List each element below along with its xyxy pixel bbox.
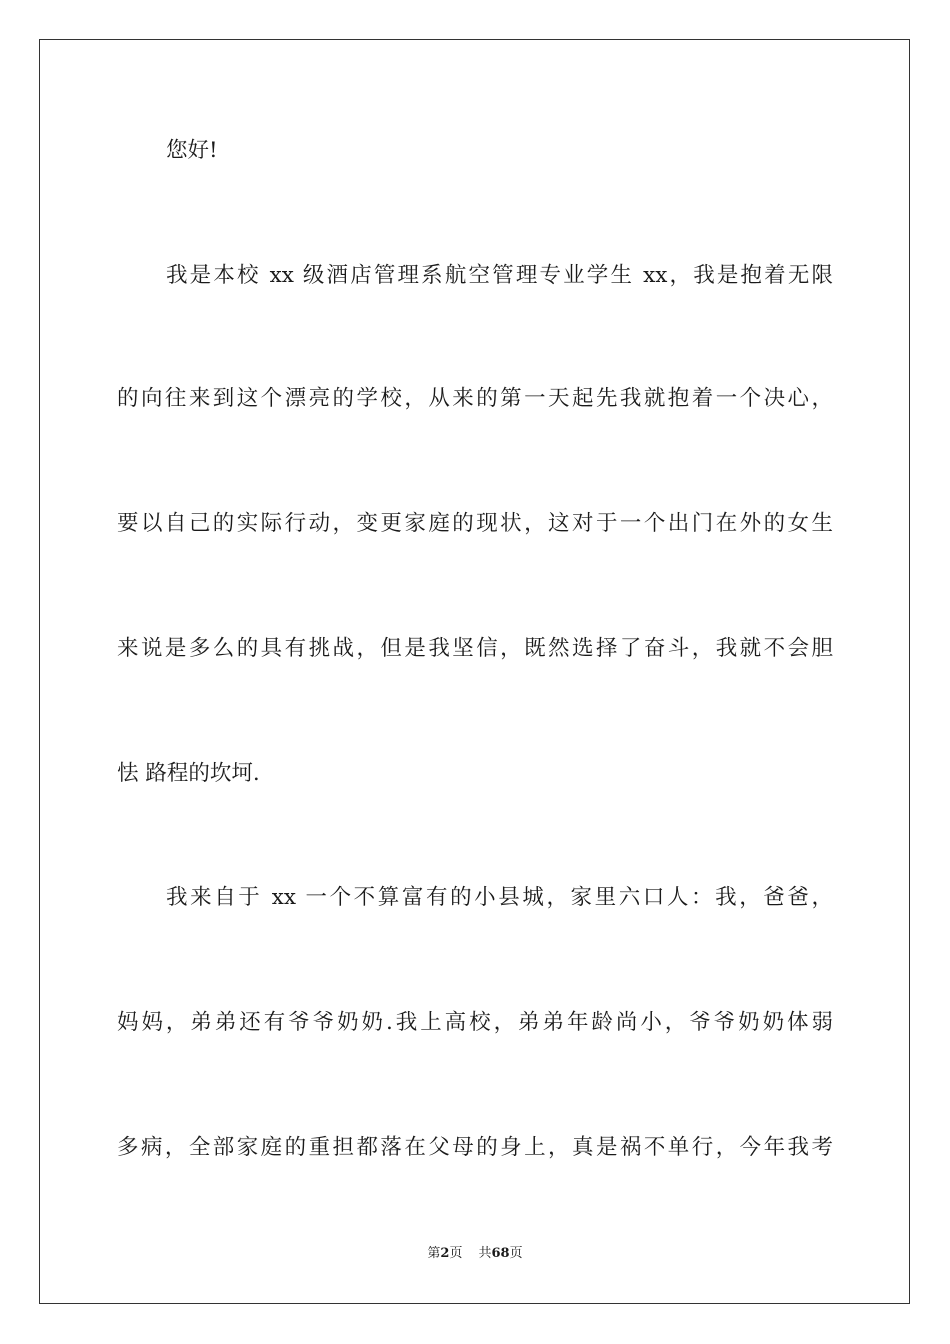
footer-page-number: 2	[440, 1246, 450, 1261]
paragraph-1-line-1: 我是本校 xx 级酒店管理系航空管理专业学生 xx，我是抱着无限	[166, 263, 833, 288]
footer-total-number: 68	[491, 1246, 510, 1261]
page-frame	[39, 39, 910, 1304]
paragraph-2-line-3: 多病，全部家庭的重担都落在父母的身上，真是祸不单行，今年我考	[117, 1135, 833, 1160]
paragraph-1-line-4: 来说是多么的具有挑战，但是我坚信，既然选择了奋斗，我就不会胆	[117, 636, 833, 661]
paragraph-1-line-3: 要以自己的实际行动，变更家庭的现状，这对于一个出门在外的女生	[117, 511, 833, 536]
paragraph-2-line-2: 妈妈，弟弟还有爷爷奶奶.我上高校，弟弟年龄尚小，爷爷奶奶体弱	[117, 1010, 833, 1035]
paragraph-1-line-2: 的向往来到这个漂亮的学校，从来的第一天起先我就抱着一个决心，	[117, 386, 833, 411]
footer-page-prefix: 第	[427, 1246, 441, 1261]
footer-page-suffix: 页	[449, 1246, 463, 1261]
paragraph-2-line-1: 我来自于 xx 一个不算富有的小县城，家里六口人：我，爸爸，	[166, 885, 833, 910]
greeting-line: 您好!	[166, 138, 218, 163]
page-footer	[0, 1245, 950, 1263]
paragraph-1-line-5: 怯 路程的坎坷.	[117, 761, 260, 786]
footer-total-suffix: 页	[509, 1246, 523, 1261]
footer-total-prefix: 共	[478, 1246, 492, 1261]
